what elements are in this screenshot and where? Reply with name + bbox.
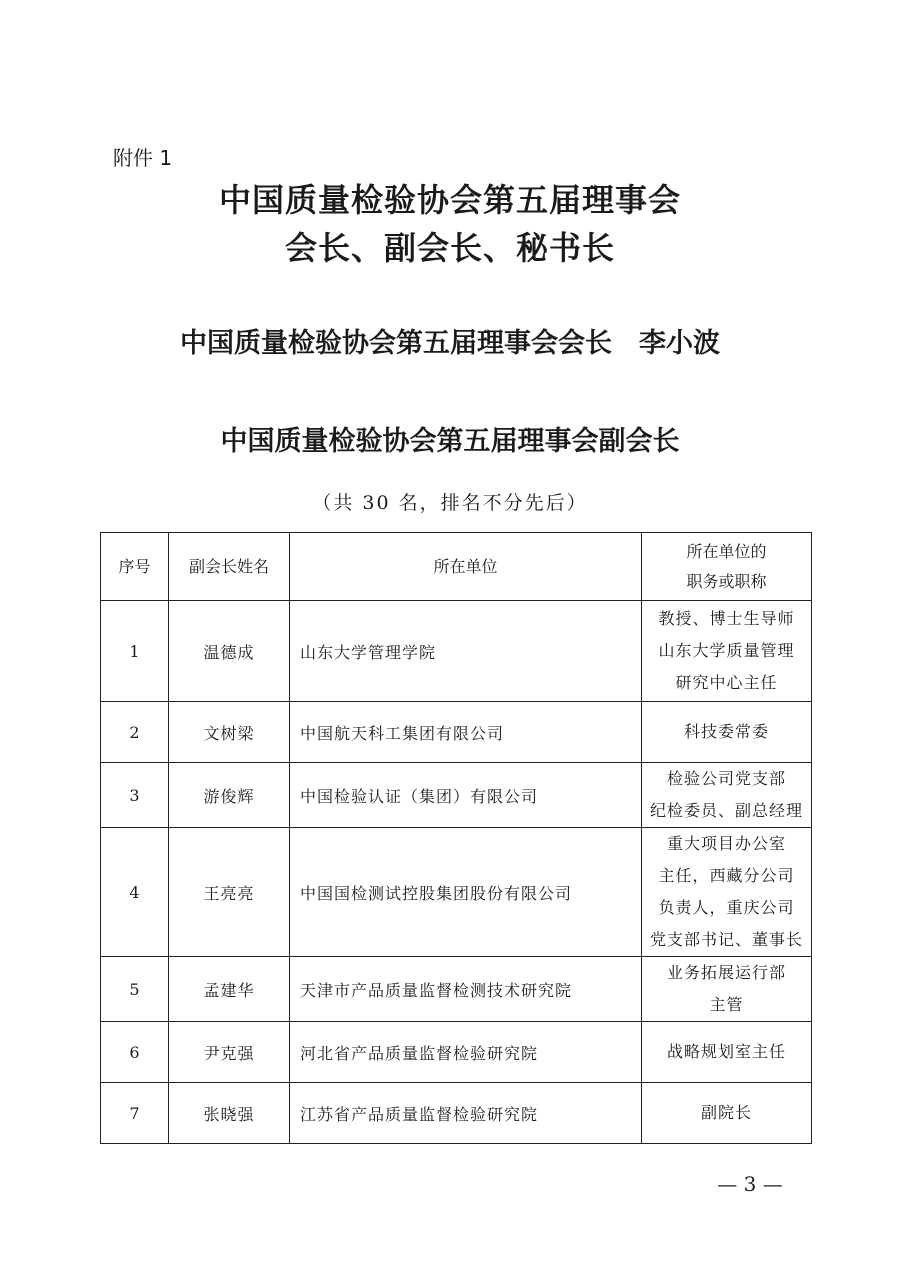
cell-position [642, 601, 812, 702]
header-position [642, 533, 812, 601]
cell-position [642, 702, 812, 763]
cell-name: 文树梁 [169, 702, 290, 763]
cell-name: 王亮亮 [169, 828, 290, 957]
cell-no: 6 [101, 1022, 169, 1083]
cell-position-line: 山东大学质量管理 [658, 641, 795, 660]
cell-position [642, 1083, 812, 1144]
cell-position [642, 828, 812, 957]
table-row [101, 702, 812, 763]
cell-name: 孟建华 [169, 957, 290, 1022]
vice-president-table [100, 532, 812, 1144]
header-position-line1: 所在单位的 [686, 541, 767, 561]
cell-position-line: 科技委常委 [683, 722, 769, 741]
cell-no: 7 [101, 1083, 169, 1144]
cell-no: 1 [101, 601, 169, 702]
cell-unit: 江苏省产品质量监督检验研究院 [290, 1083, 642, 1144]
cell-position-line: 战略规划室主任 [666, 1042, 786, 1061]
attachment-label: 附件 1 [113, 146, 173, 170]
count-note: （共 30 名，排名不分先后） [312, 492, 588, 514]
header-position-line2: 职务或职称 [686, 571, 767, 591]
table-row [101, 957, 812, 1022]
header-name: 副会长姓名 [169, 533, 290, 601]
cell-position-line: 重大项目办公室 [666, 834, 786, 853]
cell-position-line: 业务拓展运行部 [666, 963, 786, 982]
cell-unit: 中国检验认证（集团）有限公司 [290, 763, 642, 828]
cell-position-line: 副院长 [700, 1103, 752, 1122]
cell-position [642, 957, 812, 1022]
cell-name: 游俊辉 [169, 763, 290, 828]
cell-name: 温德成 [169, 601, 290, 702]
cell-unit: 河北省产品质量监督检验研究院 [290, 1022, 642, 1083]
cell-position-line: 党支部书记、董事长 [649, 930, 803, 949]
table-header-row [101, 533, 812, 601]
cell-no: 3 [101, 763, 169, 828]
cell-position-line: 主任，西藏分公司 [658, 866, 795, 885]
cell-no: 4 [101, 828, 169, 957]
cell-position-line: 检验公司党支部 [666, 769, 786, 788]
table-row [101, 763, 812, 828]
cell-position [642, 763, 812, 828]
cell-unit: 中国国检测试控股集团股份有限公司 [290, 828, 642, 957]
cell-position-line: 研究中心主任 [675, 673, 778, 692]
cell-unit: 天津市产品质量监督检测技术研究院 [290, 957, 642, 1022]
document-title-line1: 中国质量检验协会第五届理事会 [218, 181, 681, 219]
cell-unit: 山东大学管理学院 [290, 601, 642, 702]
cell-position [642, 1022, 812, 1083]
cell-position-line: 主管 [709, 995, 744, 1014]
table-row [101, 828, 812, 957]
table-row [101, 1022, 812, 1083]
cell-no: 2 [101, 702, 169, 763]
president-heading: 中国质量检验协会第五届理事会会长 李小波 [180, 328, 720, 359]
header-unit: 所在单位 [290, 533, 642, 601]
vice-president-heading: 中国质量检验协会第五届理事会副会长 [220, 426, 680, 457]
header-no: 序号 [101, 533, 169, 601]
cell-position-line: 负责人，重庆公司 [658, 898, 795, 917]
page-number: — 3 — [717, 1172, 783, 1196]
cell-position-line: 教授、博士生导师 [658, 609, 795, 628]
cell-name: 尹克强 [169, 1022, 290, 1083]
cell-unit: 中国航天科工集团有限公司 [290, 702, 642, 763]
document-title-line2: 会长、副会长、秘书长 [284, 229, 615, 267]
table-row [101, 601, 812, 702]
cell-no: 5 [101, 957, 169, 1022]
cell-position-line: 纪检委员、副总经理 [649, 801, 803, 820]
cell-name: 张晓强 [169, 1083, 290, 1144]
table-row [101, 1083, 812, 1144]
